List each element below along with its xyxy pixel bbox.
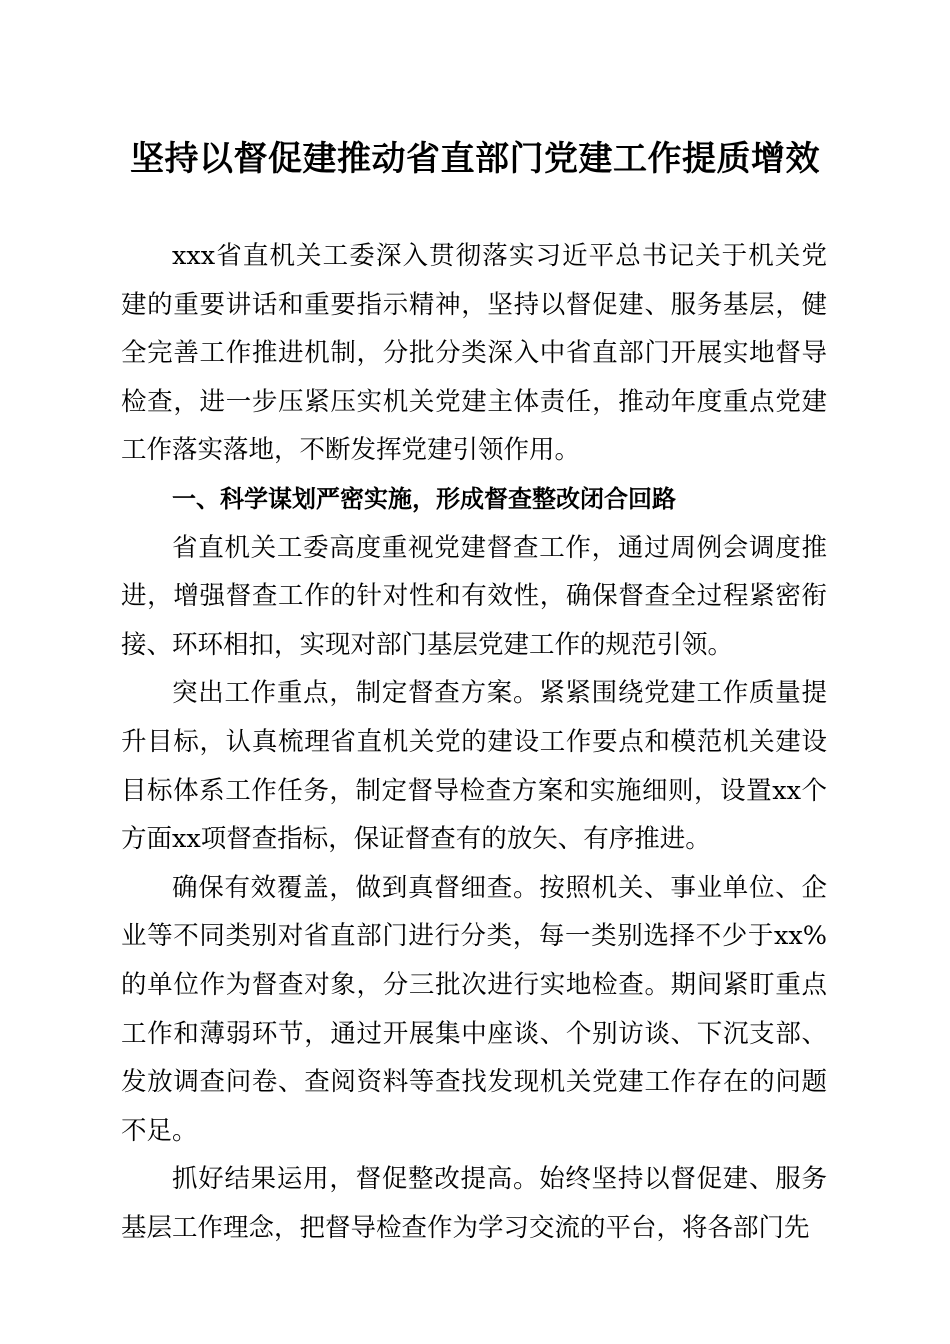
body-paragraph: 突出工作重点，制定督查方案。紧紧围绕党建工作质量提升目标，认真梳理省直机关党的建设工作要点和模范机关建设目标体系工作任务，制定督导检查方案和实施细则，设置xx个方面xx项督查指标，保证督查有的放矢、有序推进。 <box>121 678 827 855</box>
document-title: 坚持以督促建推动省直部门党建工作提质增效 <box>130 139 820 179</box>
intro-paragraph: xxx省直机关工委深入贯彻落实习近平总书记关于机关党建的重要讲话和重要指示精神，坚持以督促建、服务基层，健全完善工作推进机制，分批分类深入中省直部门开展实地督导检查，进一步压紧压实机关党建主体责任，推动年度重点党建工作落实落地，不断发挥党建引领作用。 <box>121 241 827 466</box>
document-body <box>121 232 827 1252</box>
body-paragraph: 确保有效覆盖，做到真督细查。按照机关、事业单位、企业等不同类别对省直部门进行分类，每一类别选择不少于xx%的单位作为督查对象，分三批次进行实地检查。期间紧盯重点工作和薄弱环节，通过开展集中座谈、个别访谈、下沉支部、发放调查问卷、查阅资料等查找发现机关党建工作存在的问题不足。 <box>121 872 827 1146</box>
body-paragraph: 省直机关工委高度重视党建督查工作，通过周例会调度推进，增强督查工作的针对性和有效性，确保督查全过程紧密衔接、环环相扣，实现对部门基层党建工作的规范引领。 <box>121 532 827 660</box>
body-paragraph: 抓好结果运用，督促整改提高。始终坚持以督促建、服务基层工作理念，把督导检查作为学习交流的平台，将各部门先 <box>121 1164 827 1243</box>
section-heading-1: 一、科学谋划严密实施，形成督查整改闭合回路 <box>172 484 676 513</box>
